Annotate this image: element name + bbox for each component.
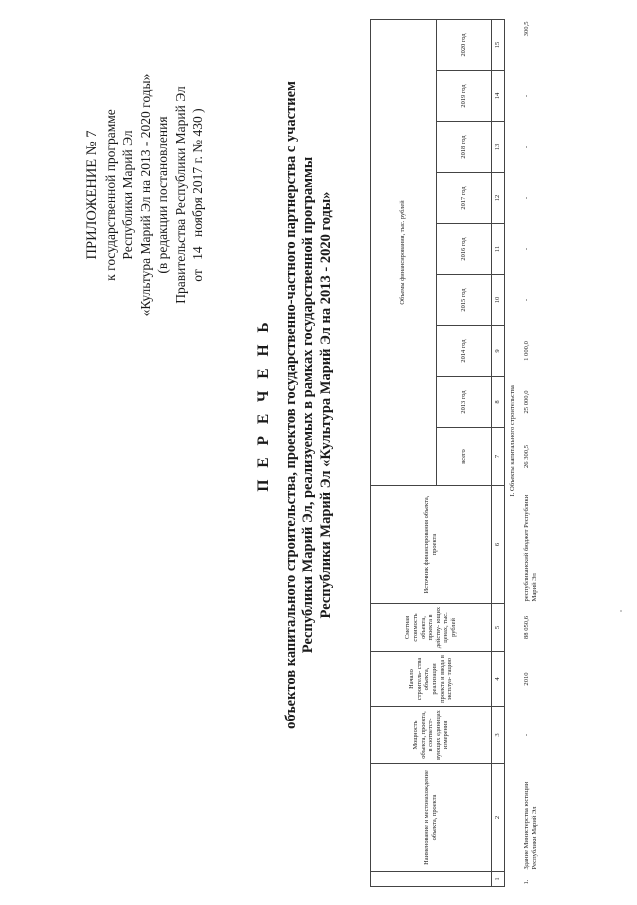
header-index-cell	[371, 872, 492, 887]
approval-line: Республики Марий Эл	[120, 130, 135, 260]
header-year: 2016 год	[436, 224, 491, 275]
column-number: 4	[492, 652, 505, 707]
column-number: 7	[492, 428, 505, 486]
header-year: 2014 год	[436, 326, 491, 377]
column-number: 9	[492, 326, 505, 377]
row-total: 26 300,5	[523, 444, 530, 469]
row-year-value: -	[523, 196, 530, 200]
row-year-value: -	[523, 298, 530, 302]
date-month-year: ноября 2017 г. №	[190, 139, 205, 237]
scan-speck	[620, 610, 622, 612]
header-year: 2015 год	[436, 275, 491, 326]
row-start-year: 2010	[523, 672, 530, 686]
column-number: 3	[492, 707, 505, 764]
document-heading	[255, 55, 335, 755]
resolution-number: 430	[190, 116, 205, 137]
row-year-value: -	[523, 247, 530, 251]
heading-line: Республики Марий Эл «Культура Марий Эл на 2013 - 2020 годы»	[317, 191, 334, 619]
header-year: 2019 год	[436, 71, 491, 122]
appendix-title: ПРИЛОЖЕНИЕ № 7	[84, 130, 100, 260]
row-index: 1.	[523, 879, 530, 885]
column-number: 14	[492, 71, 505, 122]
column-number-row	[492, 19, 505, 886]
table-row	[520, 19, 572, 886]
column-number: 5	[492, 604, 505, 652]
row-year-value: 300,5	[523, 21, 530, 37]
date-day: 14	[190, 246, 205, 260]
document-title: П Е Р Е Ч Е Н Ь	[255, 318, 272, 492]
row-year-value: 25 000,0	[523, 390, 530, 414]
row-year-value: -	[523, 94, 530, 98]
column-number: 13	[492, 122, 505, 173]
row-funding-source: республиканский бюджет Республики Марий Эл	[523, 494, 538, 602]
column-number: 1	[492, 872, 505, 887]
program-name: «Культура Марий Эл на 2013 - 2020 годы»	[137, 73, 153, 317]
header-year: 2013 год	[436, 377, 491, 428]
header-source: Источник финансирования объекта, проекта	[371, 486, 492, 604]
table-header-row	[371, 19, 437, 886]
approval-line: Правительства Республики Марий Эл	[172, 86, 188, 304]
resolution-date-line	[189, 45, 207, 345]
header-financing: Объемы финансирования, тыс. рублей	[371, 19, 437, 485]
header-capacity: Мощность объекта, проекта, в соответст- вующих единицах измерения	[371, 707, 492, 764]
column-number: 15	[492, 19, 505, 70]
header-name: Наименование и местонахождение объекта, проекта	[371, 764, 492, 872]
heading-line: объектов капитального строительства, проектов государственно-частного партнерства с участием	[282, 81, 299, 729]
row-year-value: -	[523, 145, 530, 149]
row-estimated-cost: 88 050,6	[523, 615, 530, 640]
heading-line: Республики Марий Эл, реализуемых в рамках государственной программы	[300, 156, 316, 654]
column-number: 2	[492, 764, 505, 872]
column-number: 10	[492, 275, 505, 326]
header-start: Начало строитель- ства объекта, реализации проекта и ввода в эксплуа- тацию	[371, 652, 492, 707]
column-number: 11	[492, 224, 505, 275]
header-year: 2018 год	[436, 122, 491, 173]
approval-line: к государственной программе	[102, 109, 118, 281]
date-prefix: от	[190, 269, 205, 282]
approval-line: (в редакции постановления	[155, 116, 170, 274]
section-title: I. Объекты капитального строительства	[508, 385, 516, 497]
header-year: 2017 год	[436, 173, 491, 224]
column-number: 8	[492, 377, 505, 428]
row-capacity: -	[523, 733, 530, 737]
financing-table	[370, 19, 572, 887]
column-number: 6	[492, 486, 505, 604]
row-year-value: 1 000,0	[523, 341, 530, 361]
row-object-name: Здание Министерства юстиции Республики Марий Эл	[523, 781, 538, 870]
column-number: 12	[492, 173, 505, 224]
header-total: всего	[436, 428, 491, 486]
closing-bracket: )	[190, 108, 205, 113]
section-row	[505, 19, 521, 886]
approval-block	[84, 45, 207, 345]
header-cost: Сметная стоимость объекта, проекта в действу- ющих ценах, тыс. рублей	[371, 604, 492, 652]
header-year: 2020 год	[436, 19, 491, 70]
